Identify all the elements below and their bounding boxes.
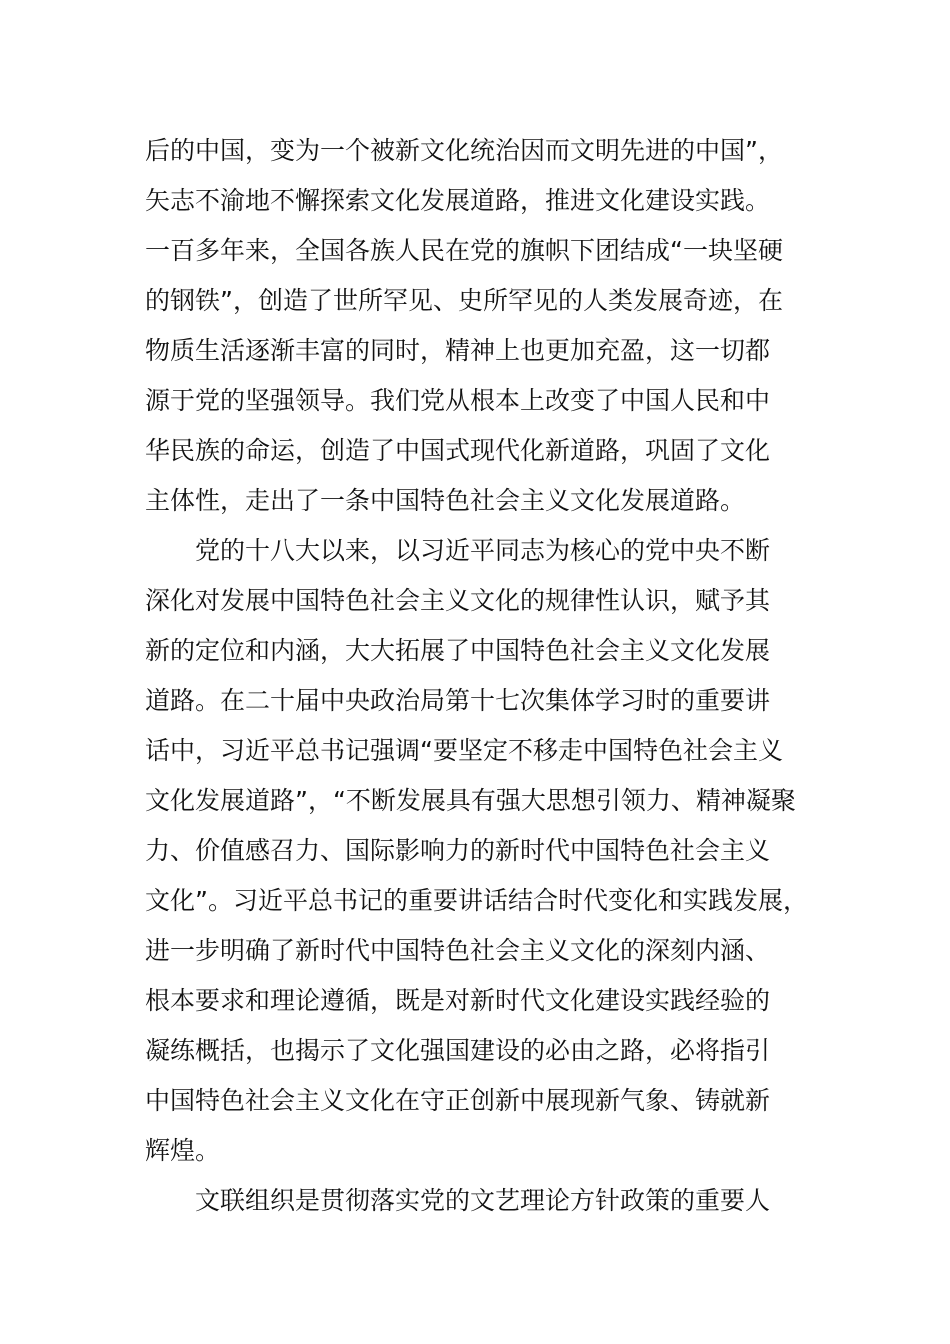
text-line-5: 物质生活逐渐丰富的同时，精神上也更加充盈，这一切都	[145, 336, 771, 365]
text-line-3: 一百多年来，全国各族人民在党的旗帜下团结成“一块坚硬	[145, 236, 783, 265]
text-line-6: 源于党的坚强领导。我们党从根本上改变了中国人民和中	[145, 386, 771, 415]
text-line-1: 后的中国，变为一个被新文化统治因而文明先进的中国”，	[145, 136, 783, 165]
text-line-7: 华民族的命运，创造了中国式现代化新道路，巩固了文化	[145, 436, 771, 465]
text-line-20: 中国特色社会主义文化在守正创新中展现新气象、铸就新	[145, 1086, 771, 1115]
text-line-14: 文化发展道路”，“不断发展具有强大思想引领力、精神凝聚	[145, 786, 796, 815]
paragraph-start-line: 文联组织是贯彻落实党的文艺理论方针政策的重要人	[195, 1186, 771, 1215]
text-line-10: 深化对发展中国特色社会主义文化的规律性认识，赋予其	[145, 586, 771, 615]
text-line-18: 根本要求和理论遵循，既是对新时代文化建设实践经验的	[145, 986, 771, 1015]
text-line-4: 的钢铁”，创造了世所罕见、史所罕见的人类发展奇迹，在	[145, 286, 783, 315]
text-line-8: 主体性，走出了一条中国特色社会主义文化发展道路。	[145, 486, 746, 515]
text-line-21: 辉煌。	[145, 1136, 221, 1165]
text-line-15: 力、价值感召力、国际影响力的新时代中国特色社会主义	[145, 836, 771, 865]
text-line-17: 进一步明确了新时代中国特色社会主义文化的深刻内涵、	[145, 936, 771, 965]
text-line-19: 凝练概括，也揭示了文化强国建设的必由之路，必将指引	[145, 1036, 771, 1065]
paragraph-start-line: 党的十八大以来，以习近平同志为核心的党中央不断	[195, 536, 771, 565]
text-line-16: 文化”。习近平总书记的重要讲话结合时代变化和实践发展，	[145, 886, 808, 915]
text-line-2: 矢志不渝地不懈探索文化发展道路，推进文化建设实践。	[145, 186, 771, 215]
text-line-12: 道路。在二十届中央政治局第十七次集体学习时的重要讲	[145, 686, 771, 715]
text-line-13: 话中，习近平总书记强调“要坚定不移走中国特色社会主义	[145, 736, 783, 765]
text-line-11: 新的定位和内涵，大大拓展了中国特色社会主义文化发展	[145, 636, 771, 665]
